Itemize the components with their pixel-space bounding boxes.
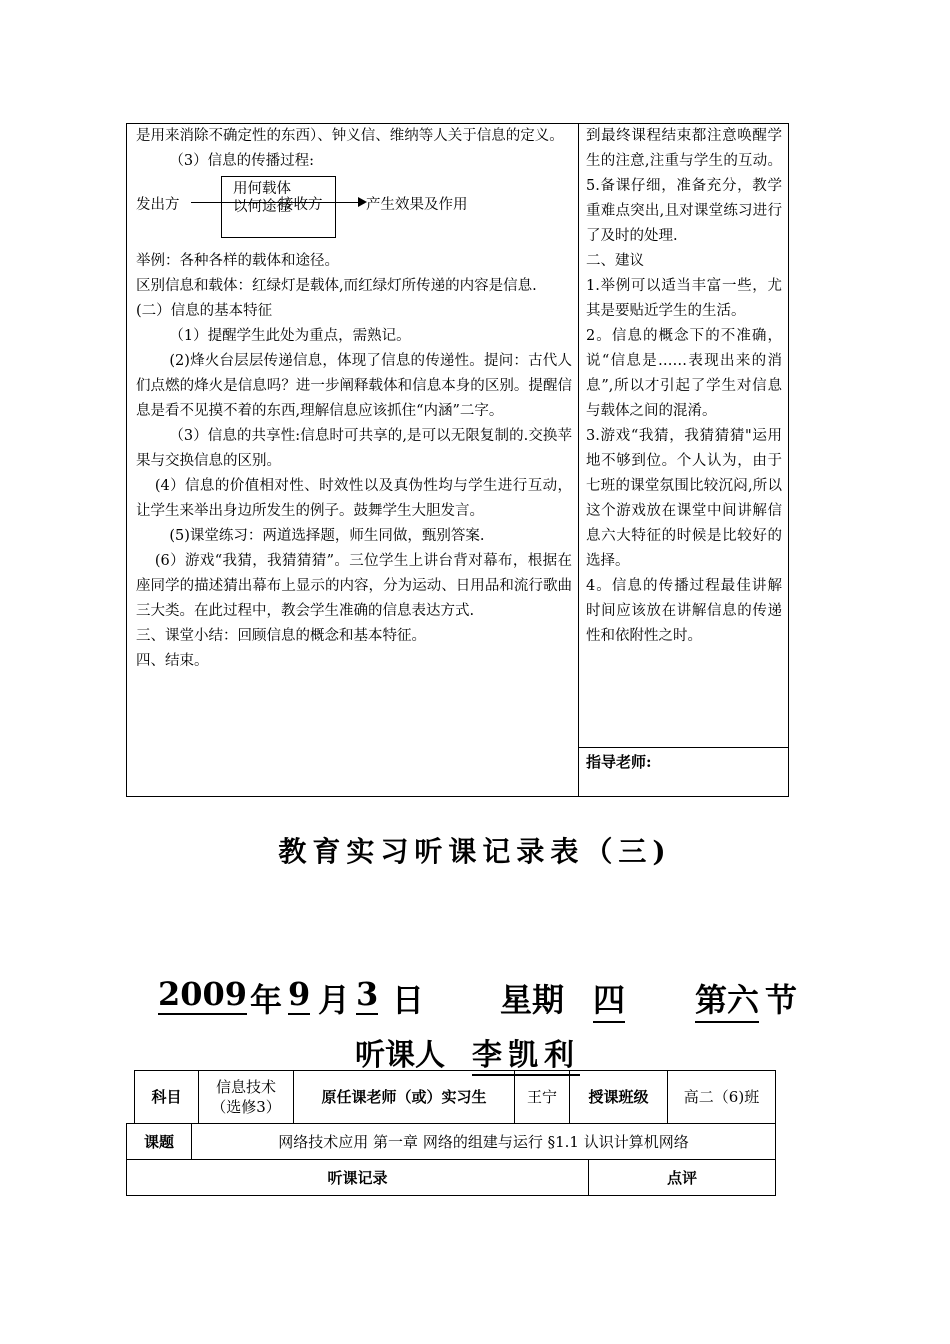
period-unit: 节 <box>765 981 798 1019</box>
diagram-result: 产生效果及作用 <box>366 197 468 213</box>
comment-line: 到最终课程结束都注意唤醒学生的注意,注重与学生的互动。5.备课仔细，准备充分，教学重难点突出,且对课堂练习进行了及时的处理. <box>586 128 782 244</box>
topic-label: 课题 <box>126 1123 192 1160</box>
date-month: 9 <box>288 975 311 1013</box>
period-value: 第六 <box>695 975 759 1023</box>
comment-column <box>586 124 782 649</box>
observation-table-lower <box>126 1070 776 1196</box>
topic-value: 网络技术应用 第一章 网络的组建与运行 §1.1 认识计算机网络 <box>191 1123 776 1160</box>
comment-line: 1.举例可以适当丰富一些，尤其是要贴近学生的生活。 <box>586 278 782 319</box>
diagram-box-line2: 以何途径 <box>233 199 291 215</box>
comment-line: 2。信息的概念下的不准确，说“信息是……表现出来的消息”,所以才引起了学生对信息与载体之间的混淆。 <box>586 328 782 419</box>
observation-table-upper <box>126 123 789 797</box>
record-line: (二）信息的基本特征 <box>136 303 273 319</box>
date-day-unit: 日 <box>392 981 425 1019</box>
teacher-label: 原任课老师（或）实习生 <box>293 1070 515 1124</box>
page-title: 教育实习听课记录表（三) <box>278 835 672 868</box>
listener-label: 听课人 <box>355 1038 445 1073</box>
record-line: 四、结束。 <box>136 653 209 669</box>
record-line: 是用来消除不确定性的东西）、钟义信、维纳等人关于信息的定义。 <box>136 128 564 144</box>
class-value: 高二（6)班 <box>667 1070 776 1124</box>
comment-header: 点评 <box>588 1159 776 1196</box>
record-line: （3）信息的传播过程: <box>169 153 314 169</box>
record-line: （1）提醒学生此处为重点，需熟记。 <box>169 328 411 344</box>
lesson-record-column <box>136 124 572 674</box>
weekday-label: 星期 <box>500 981 565 1019</box>
record-line: 三、课堂小结：回顾信息的概念和基本特征。 <box>136 628 426 644</box>
date-year: 2009 <box>158 975 248 1013</box>
record-line: (2)烽火台层层传递信息，体现了信息的传递性。提问：古代人们点燃的烽火是信息吗？进一步阐释载体和信息本身的区别。提醒信息是看不见摸不着的东西,理解信息应该抓住“内涵”二字。 <box>136 353 572 419</box>
comment-line: 3.游戏“我猜，我猜猜猜"运用地不够到位。个人认为，由于七班的课堂氛围比较沉闷,所以这个游戏放在课堂中间讲解信息六大特征的时候是比较好的选择。 <box>586 428 782 569</box>
diagram-receiver: 接收方 <box>279 197 323 213</box>
record-line: (4）信息的价值相对性、时效性以及真伪性均与学生进行互动，让学生来举出身边所发生的例子。鼓舞学生大胆发言。 <box>136 478 572 519</box>
advisor-row-divider <box>578 747 788 748</box>
date-month-unit: 月 <box>318 981 351 1019</box>
record-line: 举例：各种各样的载体和途径。 <box>136 253 339 269</box>
advisor-label: 指导老师: <box>586 753 652 771</box>
subject-value <box>198 1070 294 1124</box>
diagram-sender: 发出方 <box>136 197 180 213</box>
teacher-value: 王宁 <box>514 1070 570 1124</box>
subject-label: 科目 <box>134 1070 199 1124</box>
record-line: (5)课堂练习：两道选择题，师生同做，甄别答案. <box>169 528 485 544</box>
record-line: （3）信息的共享性:信息时可共享的,是可以无限复制的.交换苹果与交换信息的区别。 <box>136 428 572 469</box>
record-header: 听课记录 <box>126 1159 589 1196</box>
class-label: 授课班级 <box>569 1070 668 1124</box>
record-line: 区别信息和载体：红绿灯是载体,而红绿灯所传递的内容是信息. <box>136 278 537 294</box>
record-line: (6）游戏“我猜，我猜猜猜”。三位学生上讲台背对幕布，根据在座同学的描述猜出幕布上显示的内容，分为运动、日用品和流行歌曲三大类。在此过程中，教会学生准确的信息表达方式. <box>136 553 572 619</box>
listener-name: 李凯利 <box>472 1030 580 1076</box>
propagation-diagram <box>136 174 572 249</box>
column-divider <box>578 124 579 796</box>
comment-line: 二、建议 <box>586 253 644 269</box>
date-year-unit: 年 <box>250 981 283 1019</box>
subject-value-line1: 信息技术 <box>215 1078 276 1096</box>
date-day: 3 <box>356 975 379 1013</box>
weekday-value: 四 <box>593 975 625 1023</box>
comment-line: 4。信息的传播过程最佳讲解时间应该放在讲解信息的传递性和依附性之时。 <box>586 578 782 644</box>
diagram-box-line1: 用何载体 <box>233 181 291 197</box>
subject-value-line2: （选修3） <box>211 1098 281 1116</box>
